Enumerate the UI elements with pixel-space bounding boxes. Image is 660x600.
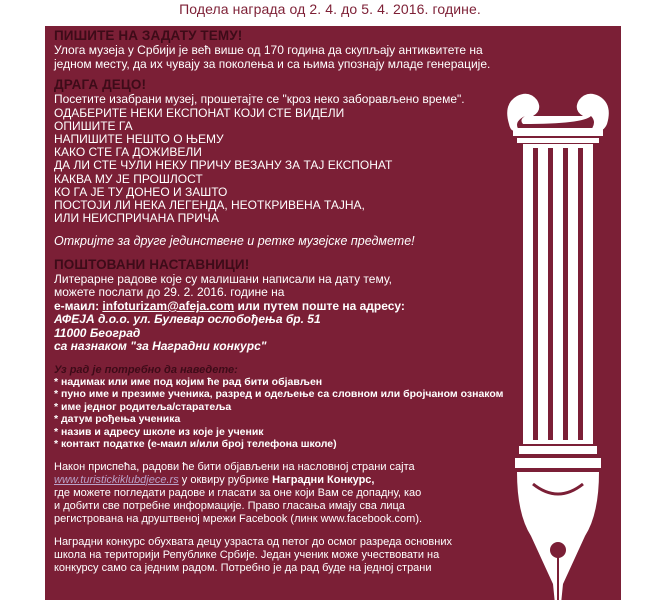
instruction-line: ОДАБЕРИТЕ НЕКИ ЕКСПОНАТ КОЈИ СТЕ ВИДЕЛИ: [54, 105, 345, 120]
publication-line: регистрована на друштвеној мрежи Facebook (линк www.facebook.com).: [54, 512, 423, 525]
eligibility-line: конкурсу само са једним радом. Потребно је да рад буде на једној страни: [54, 561, 432, 574]
email-label: е-маил:: [54, 298, 100, 313]
teachers-line: Литерарне радове које су малишани написали на дату тему,: [54, 271, 392, 286]
award-dates: Подела награда од 2. 4. до 5. 4. 2016. године.: [179, 1, 481, 17]
eligibility-line: Наградни конкурс обухвата децу узраста од петог до осмог разреда основних: [54, 535, 452, 548]
instruction-line: КАКО СТЕ ГА ДОЖИВЕЛИ: [54, 145, 202, 160]
teachers-line: можете послати до 29. 2. 2016. године на: [54, 285, 285, 300]
instruction-line: ИЛИ НЕИСПРИЧАНА ПРИЧА: [54, 211, 219, 226]
email-link[interactable]: infoturizam@afeja.com: [102, 298, 235, 313]
theme-line: једном месту, да их чувају за поколења и са њима упознају младе генерације.: [54, 56, 491, 71]
rubric-name: Наградни Конкурс,: [272, 473, 375, 486]
requirement-item: * име једног родитеља/старатеља: [54, 400, 232, 413]
instruction-line: НАПИШИТЕ НЕШТО О ЊЕМУ: [54, 131, 224, 146]
theme-line: Улога музеја у Србији је већ више од 170 година да скупљају антиквитете на: [54, 43, 483, 57]
instruction-line: ОПИШИТЕ ГА: [54, 118, 133, 133]
address-line: са назнаком "за Наградни конкурс": [54, 339, 267, 354]
eligibility-line: школа на територији Републике Србије. Један ученик може учествовати на: [54, 548, 440, 561]
publication-line: Након приспећа, радови ће бити објављени на насловној страни сајта: [54, 460, 415, 473]
email-line: [54, 300, 526, 314]
instruction-line: ДА ЛИ СТЕ ЧУЛИ НЕКУ ПРИЧУ ВЕЗАНУ ЗА ТАЈ ЕКСПОНАТ: [54, 158, 393, 173]
kids-title: ДРАГА ДЕЦО!: [54, 77, 147, 92]
requirement-item: * назив и адресу школе из које је ученик: [54, 425, 264, 438]
publication-line: и добити све потребне информације. Право гласања имају сва лица: [54, 499, 405, 512]
rubric-prefix: у оквиру рубрике: [181, 473, 270, 486]
requirement-item: * контакт податке (е-маил и/или број телефона школе): [54, 438, 337, 451]
requirements-title: Уз рад је потребно да наведете:: [54, 363, 238, 376]
requirement-item: * пуно име и презиме ученика, разред и одељење са словном или бројчаном ознаком: [54, 388, 504, 401]
instruction-line: КАКВА МУ ЈЕ ПРОШЛОСТ: [54, 171, 203, 186]
requirement-item: * надимак или име под којим ће рад бити објављен: [54, 375, 323, 388]
publication-line: где можете погледати радове и гласати за оне који Вам се допадну, као: [54, 486, 422, 499]
theme-title: ПИШИТЕ НА ЗАДАТУ ТЕМУ!: [54, 28, 243, 43]
kids-intro: Посетите изабрани музеј, прошетајте се "кроз неко заборављено време".: [54, 92, 465, 106]
contest-text: [54, 28, 526, 575]
teachers-title: ПОШТОВАНИ НАСТАВНИЦИ!: [54, 256, 250, 272]
post-text: или путем поште на адресу:: [237, 298, 405, 313]
top-strip: [0, 0, 660, 26]
publication-line: [54, 474, 526, 487]
discover-line: Откријте за друге јединствене и ретке музејске предмете!: [54, 234, 415, 249]
address-line: АФЕЈА д.о.о. ул. Булевар ослобођења бр. 51: [54, 312, 321, 327]
contest-panel: [45, 26, 621, 600]
instruction-line: КО ГА ЈЕ ТУ ДОНЕО И ЗАШТО: [54, 184, 228, 199]
requirement-item: * датум рођења ученика: [54, 413, 181, 426]
address-line: 11000 Београд: [54, 325, 141, 340]
instruction-line: ПОСТОЈИ ЛИ НЕКА ЛЕГЕНДА, НЕОТКРИВЕНА ТАЈНА,: [54, 197, 365, 212]
site-link[interactable]: www.turistickiklubdjece.rs: [54, 473, 179, 486]
